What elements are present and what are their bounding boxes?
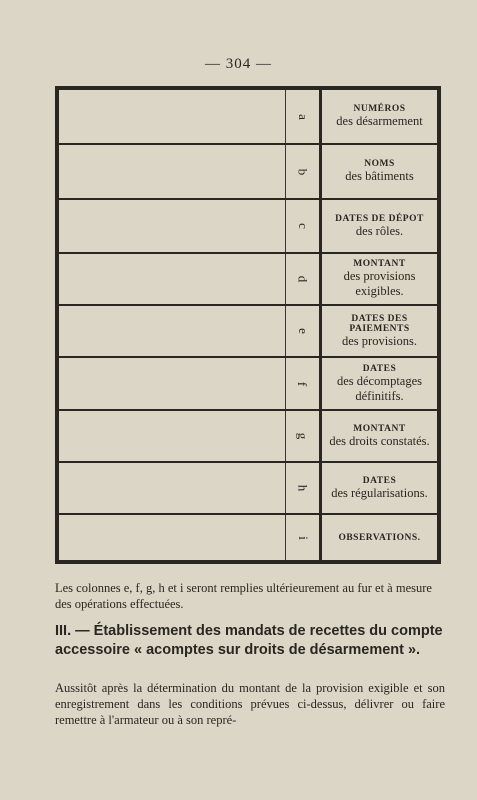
column-header-line: définitifs.: [355, 388, 404, 403]
table-row: [59, 515, 437, 560]
column-letter-cell: [286, 411, 322, 461]
column-header-title: MONTANT: [353, 259, 406, 269]
column-header-line: des désarmement: [336, 114, 423, 128]
column-header: [322, 306, 437, 356]
table-row: [59, 90, 437, 145]
column-letter: g: [295, 432, 311, 440]
column-letter: d: [295, 275, 311, 283]
column-header-line: des décomptages: [336, 373, 423, 388]
column-header-line: des droits constatés.: [329, 433, 430, 448]
column-letter: c: [295, 223, 311, 229]
blank-cell: [59, 200, 286, 252]
column-letter-cell: [286, 515, 322, 560]
column-header-line: des régularisations.: [331, 485, 428, 500]
column-letter: e: [295, 328, 311, 334]
column-header-title: NOMS: [364, 159, 395, 169]
column-letter-cell: [286, 358, 322, 409]
column-header-title: DATES DES PAIEMENTS: [349, 313, 410, 334]
column-letter: i: [295, 535, 311, 540]
page-number: — 304 —: [205, 56, 272, 72]
column-header: [322, 254, 437, 304]
column-letter: h: [295, 484, 311, 492]
blank-cell: [59, 515, 286, 560]
table-note: Les colonnes e, f, g, h et i seront remplies ultérieurement au fur et à mesure des opérations effectuées.: [55, 581, 432, 611]
blank-cell: [59, 145, 286, 198]
table-row: [59, 200, 437, 254]
table-row: [59, 306, 437, 358]
column-header-line: des rôles.: [355, 223, 404, 238]
column-header-title: NUMÉROS: [353, 104, 406, 114]
column-header: [322, 200, 437, 252]
column-header: [322, 411, 437, 461]
column-letter-cell: [286, 463, 322, 513]
column-header-line: des provisions: [343, 269, 416, 283]
column-header: [322, 358, 437, 409]
column-letter: b: [295, 168, 311, 175]
column-letter-cell: [286, 306, 322, 356]
blank-cell: [59, 463, 286, 513]
table-row: [59, 411, 437, 463]
table-row: [59, 145, 437, 200]
column-header: [322, 145, 437, 198]
column-header-title: OBSERVATIONS.: [338, 532, 421, 543]
column-letter-cell: [286, 200, 322, 252]
column-header: [322, 515, 437, 560]
column-header-line: des bâtiments: [345, 169, 414, 183]
blank-cell: [59, 411, 286, 461]
column-letter: a: [295, 113, 311, 120]
blank-cell: [59, 306, 286, 356]
column-header-title: MONTANT: [353, 423, 406, 434]
column-header: [322, 90, 437, 143]
table-row: [59, 463, 437, 515]
section-heading: III. — Établissement des mandats de recettes du compte accessoire « acomptes sur droits de désarmement ».: [55, 623, 443, 658]
blank-cell: [59, 254, 286, 304]
column-letter-cell: [286, 254, 322, 304]
blank-cell: [59, 90, 286, 143]
table-row: [59, 358, 437, 411]
column-header-title: DATES: [362, 475, 397, 486]
ledger-table: [55, 86, 441, 564]
column-header-line: exigibles.: [355, 284, 404, 298]
body-paragraph: Aussitôt après la détermination du montant de la provision exigible et son enregistrement dans les conditions prévues ci-dessus, délivrer ou faire remettre à l'armateur ou à son repré-: [55, 681, 445, 727]
column-header-title: DATES DE DÉPOT: [335, 213, 424, 224]
blank-cell: [59, 358, 286, 409]
column-header-title: DATES: [362, 363, 397, 374]
column-letter: f: [295, 381, 311, 386]
column-header-line: des provisions.: [342, 333, 417, 348]
column-letter-cell: [286, 90, 322, 143]
column-letter-cell: [286, 145, 322, 198]
table-row: [59, 254, 437, 306]
column-header: [322, 463, 437, 513]
